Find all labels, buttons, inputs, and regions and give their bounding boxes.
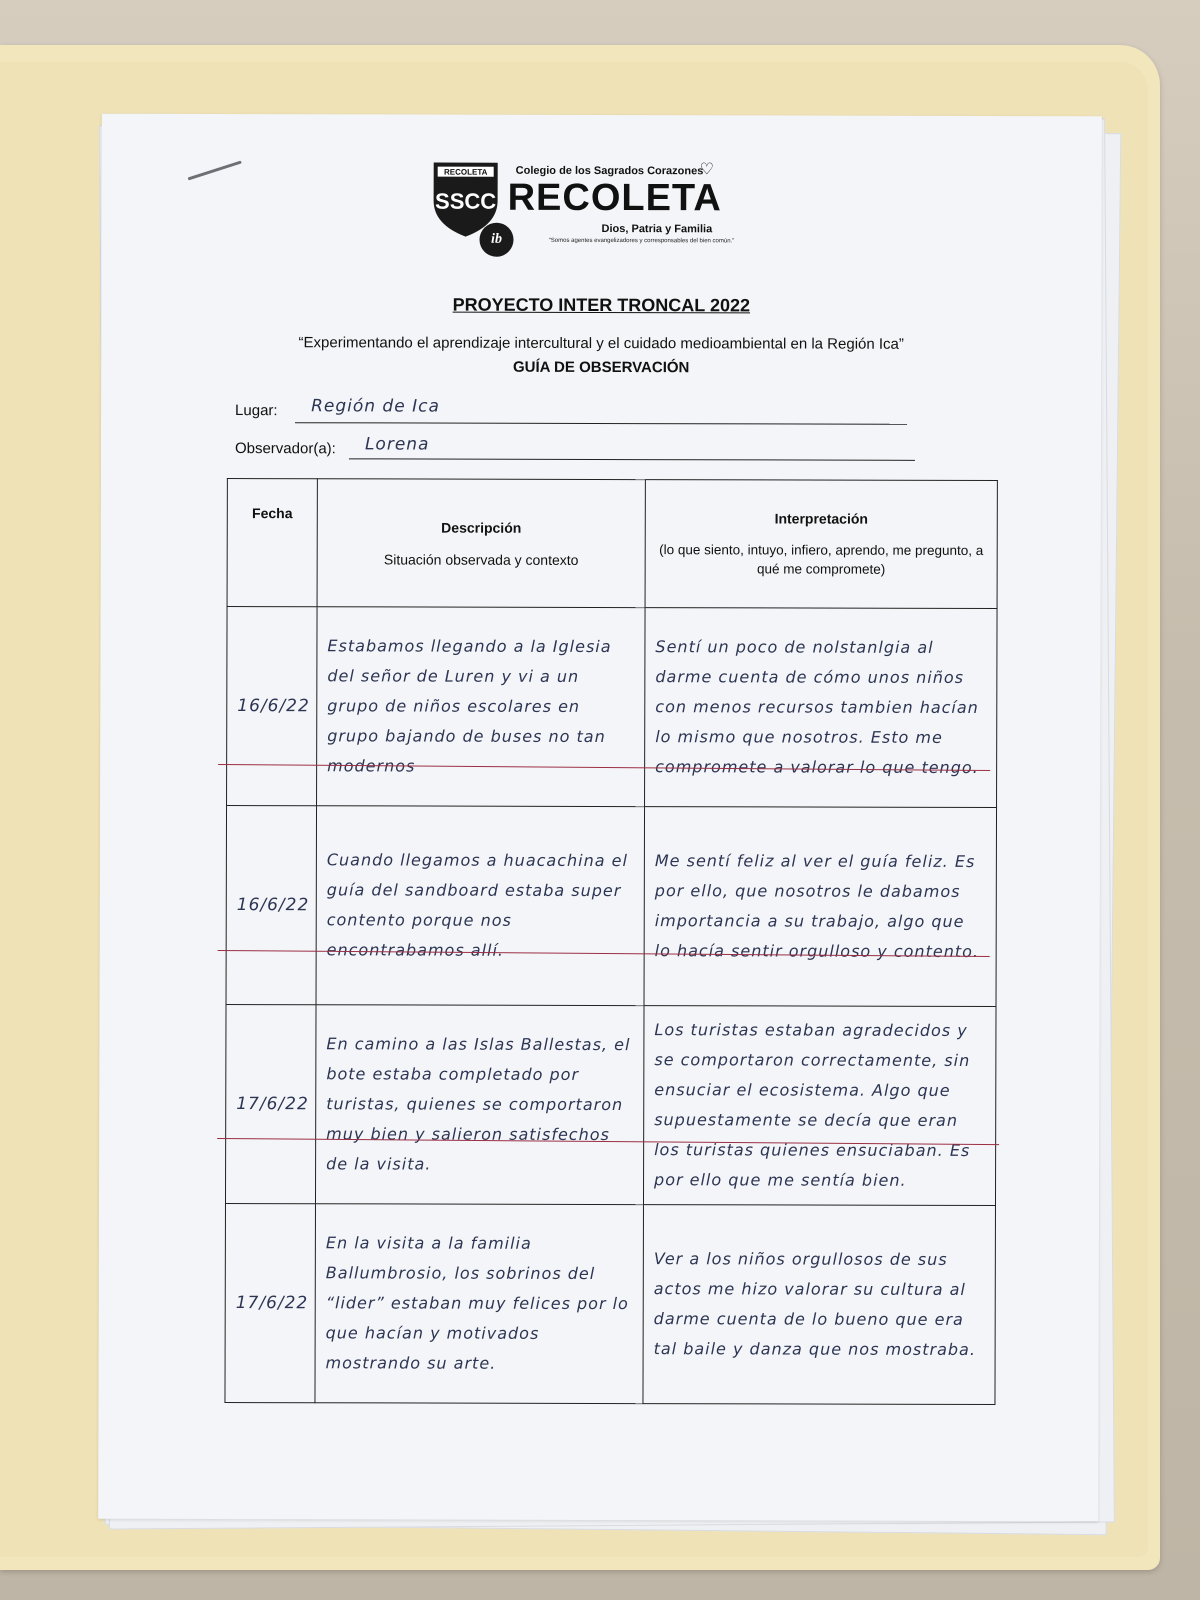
- school-name: Colegio de los Sagrados Corazones: [515, 164, 704, 178]
- staple-mark: [188, 160, 242, 180]
- sacred-hearts-icon: ♡: [699, 161, 715, 179]
- header-description: [317, 479, 645, 608]
- table-row: [226, 806, 997, 1007]
- row-date: 16/6/22: [227, 607, 318, 806]
- header-date-label: Fecha: [252, 505, 293, 522]
- row-description: Cuando llegamos a huacachina el guía del sandboard estaba super contento porque nos encontrabamos allí.: [316, 806, 645, 1006]
- brand-name: RECOLETA: [507, 176, 722, 220]
- row-interpretation: Los turistas estaban agradecidos y se comportaron correctamente, sin ensuciar el ecosistema. Algo que supuestamente se decía que eran los turistas quienes ensuciaban. Es por ello que me sentía bien.: [643, 1006, 996, 1206]
- table-header-row: [227, 479, 997, 609]
- school-motto: Dios, Patria y Familia: [601, 223, 713, 236]
- row-description: Estabamos llegando a la Iglesia del señor de Luren y vi a un grupo de niños escolares en grupo bajando de buses no tan modernos: [317, 607, 646, 807]
- observer-underline: [349, 458, 915, 460]
- row-interpretation: Ver a los niños orgullosos de sus actos me hizo valorar su cultura al darme cuenta de lo bueno que era tal baile y danza que nos mostraba.: [643, 1205, 996, 1405]
- table-row: [225, 1204, 996, 1405]
- school-quote: “Somos agentes evangelizadores y corresponsables del bien común.”: [548, 237, 735, 245]
- header-interpretation-sub: (lo que siento, intuyo, infiero, aprendo, me pregunto, a qué me compromete): [659, 541, 984, 577]
- header-interpretation: [645, 480, 997, 609]
- header-date: [227, 479, 317, 607]
- observation-table: [224, 478, 997, 1405]
- table-row: [225, 1005, 996, 1206]
- row-description: En la visita a la familia Ballumbrosio, los sobrinos del “lider” estaban muy felices por lo que hacían y motivados mostrando su arte.: [315, 1204, 644, 1404]
- project-subtitle: “Experimentando el aprendizaje intercultural y el cuidado medioambiental en la Región Ica”: [298, 334, 904, 353]
- row-date: 16/6/22: [226, 806, 317, 1005]
- shield-top-text: RECOLETA: [443, 167, 488, 177]
- header-description-sub: Situación observada y contexto: [383, 550, 579, 568]
- place-label: Lugar:: [235, 402, 278, 420]
- row-interpretation: Sentí un poco de nolstanlgia al darme cuenta de cómo unos niños con menos recursos tambien hacían lo mismo que nosotros. Esto me compromete a valorar lo que tengo.: [645, 608, 998, 808]
- row-description: En camino a las Islas Ballestas, el bote estaba completado por turistas, quienes se comportaron muy bien y salieron satisfechos de la visita.: [315, 1005, 644, 1205]
- observer-label: Observador(a):: [234, 440, 336, 458]
- ib-logo: ib: [479, 223, 513, 257]
- place-underline: [295, 422, 907, 425]
- place-value: Región de Ica: [311, 396, 440, 417]
- header-description-label: Descripción: [441, 519, 522, 536]
- row-date: 17/6/22: [225, 1204, 316, 1403]
- shield-letters: SSCC: [435, 188, 497, 214]
- observer-value: Lorena: [364, 434, 430, 455]
- row-date: 17/6/22: [225, 1005, 316, 1204]
- row-interpretation: Me sentí feliz al ver el guía feliz. Es por ello, que nosotros le dabamos importancia a su trabajo, algo que lo hacía sentir orgulloso y contento.: [644, 807, 997, 1007]
- header-interpretation-label: Interpretación: [774, 509, 868, 527]
- observation-sheet: [98, 114, 1102, 1522]
- guide-title: GUÍA DE OBSERVACIÓN: [512, 358, 690, 377]
- table-row: [227, 607, 998, 808]
- project-title: PROYECTO INTER TRONCAL 2022: [452, 294, 751, 316]
- school-logo: [431, 157, 741, 268]
